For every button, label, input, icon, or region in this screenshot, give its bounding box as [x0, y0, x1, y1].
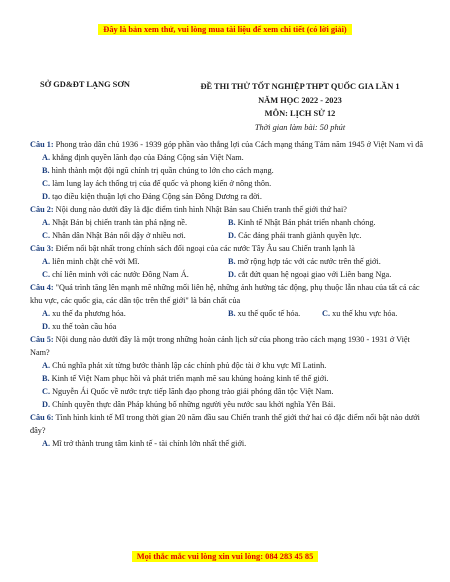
department-name: SỞ GD&ĐT LẠNG SƠN — [40, 80, 130, 89]
option-label: B. — [42, 374, 50, 383]
question-number: Câu 4: — [30, 283, 54, 292]
option-text: Nguyễn Ái Quốc về nước trực tiếp lãnh đạo phong trào giải phóng dân tộc Việt Nam. — [50, 387, 334, 396]
option-1a — [30, 151, 430, 164]
question-number: Câu 3: — [30, 244, 54, 253]
option-text: xu thế toàn cầu hóa — [50, 322, 117, 331]
preview-banner: Đây là bản xem thử, vui lòng mua tài liệu để xem chi tiết (có lời giải) — [98, 24, 352, 35]
question-text: Nội dung nào dưới đây là một trong những hoàn cảnh lịch sử của phong trào cách mạng 1930 - 1931 ở Việt Nam? — [30, 335, 410, 357]
option-label: B. — [42, 166, 50, 175]
option-text: chỉ liên minh với các nước Đông Nam Á. — [50, 270, 189, 279]
exam-title: ĐỀ THI THỬ TỐT NGHIỆP THPT QUỐC GIA LẦN 1 — [200, 82, 400, 91]
option-text: cắt đứt quan hệ ngoại giao với Liên bang Nga. — [236, 270, 392, 279]
question-number: Câu 1: — [30, 140, 54, 149]
option-text: tạo điều kiện thuận lợi cho Đảng Cộng sản Đông Dương ra đời. — [50, 192, 262, 201]
options-row — [30, 216, 430, 229]
option-text: xu thế quốc tế hóa. — [235, 309, 301, 318]
option-label: C. — [42, 231, 51, 240]
option-text: Nhật Bản bị chiến tranh tàn phá nặng nề. — [50, 218, 188, 227]
option-3c — [42, 268, 228, 281]
options-row — [30, 229, 430, 242]
school-year: NĂM HỌC 2022 - 2023 — [258, 95, 342, 105]
option-label: D. — [228, 231, 237, 240]
option-label: A. — [42, 361, 51, 370]
option-5d — [30, 398, 430, 411]
option-label: A. — [42, 309, 51, 318]
option-text: Kinh tế Việt Nam phục hồi và phát triển mạnh mẽ sau khủng hoảng kinh tế thế giới. — [49, 374, 329, 383]
option-5a — [30, 359, 430, 372]
option-3a — [42, 255, 228, 268]
option-5b — [30, 372, 430, 385]
question-text: Tình hình kinh tế Mĩ trong thời gian 20 năm đầu sau Chiến tranh thế giới thứ hai có đặc điểm nổi bật nào dưới đây? — [30, 413, 420, 435]
option-3d — [228, 268, 414, 281]
option-text: khẳng định quyền lãnh đạo của Đảng Cộng sản Việt Nam. — [50, 153, 244, 162]
option-1b — [30, 164, 430, 177]
option-text: Chính quyền thực dân Pháp khủng bố những người yêu nước sau khởi nghĩa Yên Bái. — [50, 400, 336, 409]
option-text: hình thành một đội ngũ chính trị quần chúng to lớn cho cách mạng. — [49, 166, 274, 175]
option-6a — [30, 437, 430, 450]
option-label: A. — [42, 439, 51, 448]
option-4d — [30, 320, 430, 333]
option-label: C. — [42, 270, 51, 279]
option-label: D. — [42, 192, 51, 201]
option-1c — [30, 177, 430, 190]
question-number: Câu 2: — [30, 205, 54, 214]
option-text: Kinh tế Nhật Bản phát triển nhanh chóng. — [235, 218, 376, 227]
option-label: C. — [42, 387, 51, 396]
option-text: mở rộng hợp tác với các nước trên thế giới. — [235, 257, 381, 266]
option-4c — [322, 307, 397, 320]
option-4a — [42, 307, 228, 320]
question-6 — [30, 411, 430, 437]
question-text: Phong trào dân chủ 1936 - 1939 góp phần vào thắng lợi của Cách mạng tháng Tám năm 1945 ở Việt Nam vì đã — [53, 140, 424, 149]
option-label: B. — [228, 218, 236, 227]
option-2a — [42, 216, 228, 229]
option-label: D. — [42, 322, 51, 331]
question-number: Câu 5: — [30, 335, 54, 344]
option-label: A. — [42, 218, 51, 227]
option-label: D. — [228, 270, 237, 279]
question-text: Điểm nổi bật nhất trong chính sách đối ngoại của các nước Tây Âu sau Chiến tranh lạnh là — [53, 244, 355, 253]
exam-header — [180, 80, 420, 134]
option-label: A. — [42, 153, 51, 162]
contact-footer: Mọi thắc mắc vui lòng xin vui lòng: 084 283 45 85 — [132, 551, 318, 562]
question-text: Nội dung nào dưới đây là đặc điểm tình hình Nhật Bản sau Chiến tranh thế giới thứ hai? — [53, 205, 347, 214]
options-row — [30, 255, 430, 268]
options-row — [30, 268, 430, 281]
subject: MÔN: LỊCH SỬ 12 — [264, 109, 336, 118]
option-label: C. — [42, 179, 51, 188]
question-list — [30, 138, 430, 450]
option-label: C. — [322, 309, 331, 318]
option-2b — [228, 216, 414, 229]
option-text: Chủ nghĩa phát xít từng bước thành lập các chính phủ độc tài ở khu vực Mĩ Latinh. — [50, 361, 327, 370]
question-4 — [30, 281, 430, 307]
option-1d — [30, 190, 430, 203]
option-4b — [228, 307, 322, 320]
option-text: Mĩ trở thành trung tâm kinh tế - tài chính lớn nhất thế giới. — [50, 439, 247, 448]
option-label: D. — [42, 400, 51, 409]
option-label: A. — [42, 257, 51, 266]
option-text: làm lung lay ách thống trị của đế quốc và phong kiến ở nông thôn. — [50, 179, 272, 188]
option-text: xu thế khu vực hóa. — [330, 309, 398, 318]
option-2c — [42, 229, 228, 242]
option-label: B. — [228, 257, 236, 266]
question-5 — [30, 333, 430, 359]
option-text: xu thế đa phương hóa. — [50, 309, 126, 318]
question-1 — [30, 138, 430, 151]
option-3b — [228, 255, 414, 268]
option-text: Các đảng phái tranh giành quyền lực. — [236, 231, 362, 240]
option-2d — [228, 229, 414, 242]
option-5c — [30, 385, 430, 398]
question-number: Câu 6: — [30, 413, 54, 422]
time-limit: Thời gian làm bài: 50 phút — [254, 122, 346, 132]
question-3 — [30, 242, 430, 255]
options-row — [30, 307, 430, 320]
question-2 — [30, 203, 430, 216]
question-text: "Quá trình tăng lên mạnh mẽ những mối liên hệ, những ảnh hưởng tác động, phụ thuộc lẫn nhau của tất cả các khu vực, các quốc gia, các dân tộc trên thế giới" là bản chất của — [30, 283, 420, 305]
option-text: liên minh chặt chẽ với Mĩ. — [50, 257, 140, 266]
option-text: Nhân dân Nhật Bản nổi dậy ở nhiều nơi. — [50, 231, 186, 240]
option-label: B. — [228, 309, 236, 318]
